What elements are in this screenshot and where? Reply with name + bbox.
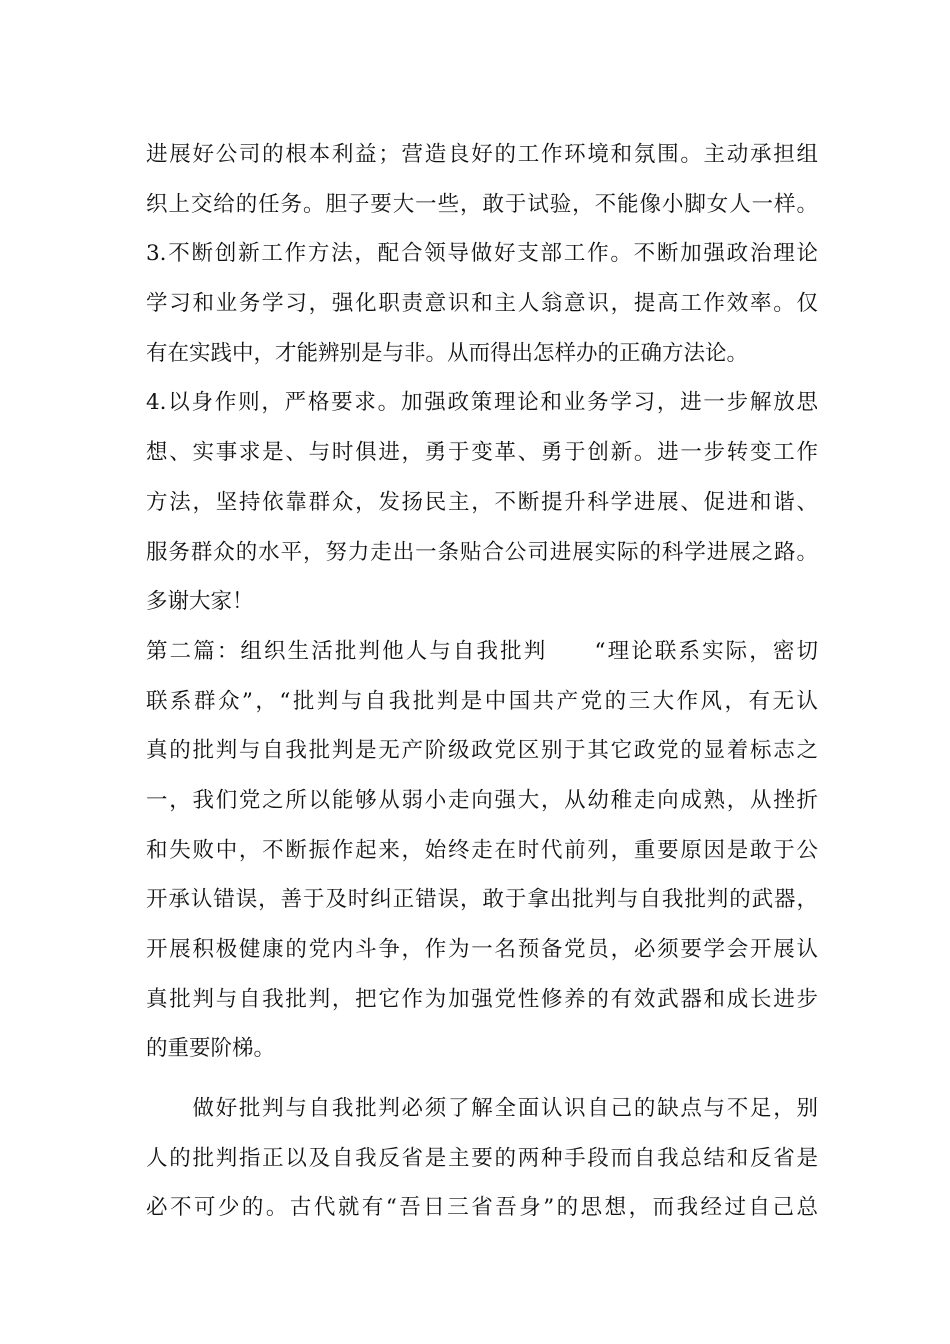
text-line: 真批判与自我批判，把它作为加强党性修养的有效武器和成长进步 <box>146 986 818 1012</box>
text-line: 4.以身作则，严格要求。加强政策理论和业务学习，进一步解放思 <box>146 390 818 416</box>
text-line: 织上交给的任务。胆子要大一些，敢于试验，不能像小脚女人一样。 <box>146 191 818 217</box>
text-line: 多谢大家！ <box>146 589 254 615</box>
text-line: 进展好公司的根本利益；营造良好的工作环境和氛围。主动承担组 <box>146 142 818 167</box>
section-heading-line: 第二篇：组织生活批判他人与自我批判 “理论联系实际，密切 <box>146 638 818 664</box>
document-body <box>146 130 818 1233</box>
text-line: 真的批判与自我批判是无产阶级政党区别于其它政党的显着标志之 <box>146 738 818 764</box>
text-line: 一，我们党之所以能够从弱小走向强大，从幼稚走向成熟，从挫折 <box>146 787 818 813</box>
text-line: 学习和业务学习，强化职责意识和主人翁意识，提高工作效率。仅 <box>146 291 818 317</box>
text-line: 想、实事求是、与时俱进，勇于变革、勇于创新。进一步转变工作 <box>146 440 818 466</box>
text-line: 3.不断创新工作方法，配合领导做好支部工作。不断加强政治理论 <box>146 241 818 267</box>
text-line: 服务群众的水平，努力走出一条贴合公司进展实际的科学进展之路。 <box>146 539 818 565</box>
text-line: 人的批判指正以及自我反省是主要的两种手段而自我总结和反省是 <box>146 1145 818 1171</box>
text-line: 联系群众”，“批判与自我批判是中国共产党的三大作风，有无认 <box>146 688 818 714</box>
text-line: 的重要阶梯。 <box>146 1036 276 1062</box>
text-line: 有在实践中，才能辨别是与非。从而得出怎样办的正确方法论。 <box>146 340 749 366</box>
text-line: 方法，坚持依靠群众，发扬民主，不断提升科学进展、促进和谐、 <box>146 489 818 515</box>
text-line: 开承认错误，善于及时纠正错误，敢于拿出批判与自我批判的武器， <box>146 887 818 913</box>
text-line: 开展积极健康的党内斗争，作为一名预备党员，必须要学会开展认 <box>146 937 818 962</box>
paragraph-gap <box>146 1074 818 1084</box>
text-line: 必不可少的。古代就有“吾日三省吾身”的思想，而我经过自己总 <box>146 1195 818 1221</box>
text-line: 和失败中，不断振作起来，始终走在时代前列，重要原因是敢于公 <box>146 837 818 863</box>
text-line: 做好批判与自我批判必须了解全面认识自己的缺点与不足，别 <box>146 1096 818 1122</box>
